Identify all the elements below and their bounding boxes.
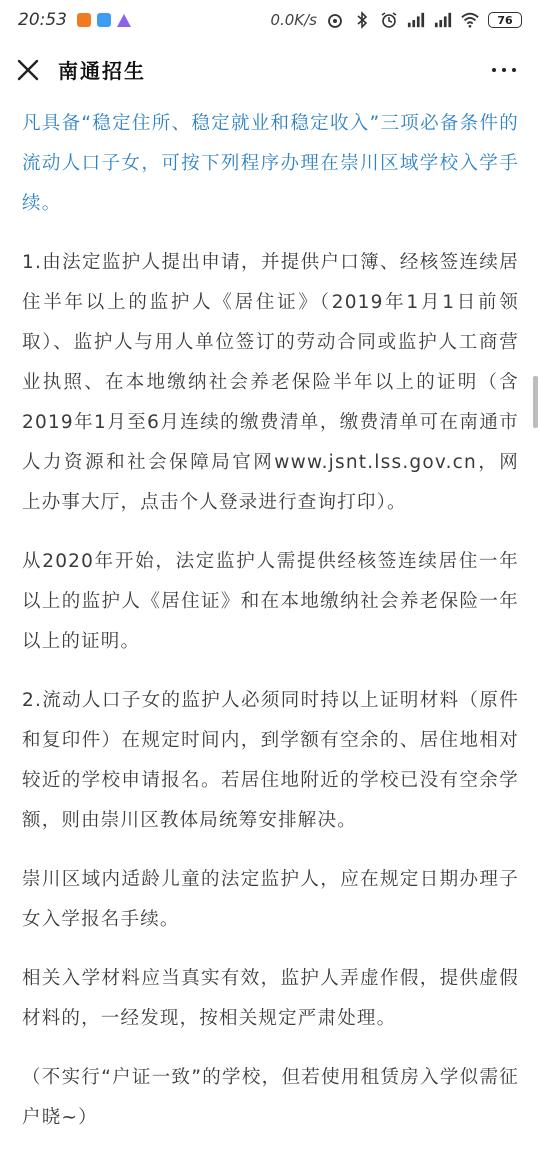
notification-news-icon xyxy=(97,13,111,27)
status-right xyxy=(270,0,522,40)
alarm-icon xyxy=(380,11,398,29)
article-paragraph: 相关入学材料应当真实有效，监护人弄虚作假，提供虚假材料的，一经发现，按相关规定严肃处理。 xyxy=(22,968,519,1029)
notification-triangle-icon xyxy=(117,14,131,27)
more-options-icon[interactable] xyxy=(492,68,516,72)
status-left xyxy=(0,10,131,30)
bluetooth-icon xyxy=(353,11,371,29)
close-icon[interactable] xyxy=(16,58,40,82)
wifi-icon xyxy=(461,11,479,29)
nav-bar xyxy=(0,40,540,102)
article-content xyxy=(22,104,519,1157)
signal-2-icon xyxy=(434,11,452,29)
hotspot-icon xyxy=(326,11,344,29)
article-intro-paragraph: 凡具备“稳定住所、稳定就业和稳定收入”三项必备条件的流动人口子女，可按下列程序办理在崇川区域学校入学手续。 xyxy=(22,113,519,214)
battery-indicator: 76 xyxy=(488,12,522,28)
article-paragraph: 从2020年开始，法定监护人需提供经核签连续居住一年以上的监护人《居住证》和在本地缴纳社会养老保险一年以上的证明。 xyxy=(22,551,519,652)
article-paragraph: （不实行“户证一致”的学校，但若使用租赁房入学似需征户晓~） xyxy=(22,1067,519,1128)
network-speed: 0.0K/s xyxy=(270,11,317,29)
status-time: 20:53 xyxy=(18,10,67,30)
signal-icon xyxy=(407,11,425,29)
article-paragraph: 2.流动人口子女的监护人必须同时持以上证明材料（原件和复印件）在规定时间内，到学额有空余的、居住地相对较近的学校申请报名。若居住地附近的学校已没有空余学额，则由崇川区教体局统筹安排解决。 xyxy=(22,690,519,831)
article-paragraph: 1.由法定监护人提出申请，并提供户口簿、经核签连续居住半年以上的监护人《居住证》（2019年1月1日前领取）、监护人与用人单位签订的劳动合同或监护人工商营业执照、在本地缴纳社会养老保险半年以上的证明（含2019年1月至6月连续的缴费清单，缴费清单可在南通市人力资源和社会保障局官网www.jsnt.lss.gov.cn，网上办事大厅，点击个人登录进行查询打印）。 xyxy=(22,252,519,513)
status-bar xyxy=(0,0,540,40)
article-paragraph: 崇川区域内适龄儿童的法定监护人，应在规定日期办理子女入学报名手续。 xyxy=(22,869,519,930)
scroll-indicator[interactable] xyxy=(533,376,538,428)
page-title: 南通招生 xyxy=(58,59,146,83)
notification-app-icon xyxy=(77,13,91,27)
